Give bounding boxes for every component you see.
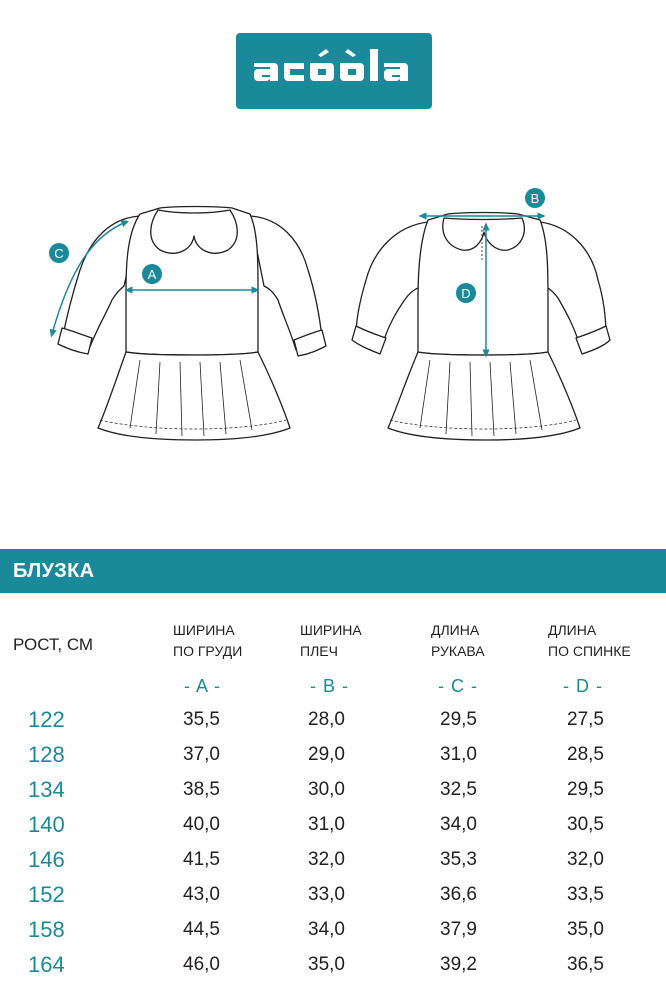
chest-width-value: 40,0 [183, 814, 220, 835]
column-header-line: ПО СПИНКЕ [548, 643, 631, 659]
height-value: 134 [28, 777, 65, 802]
column-header-line: РУКАВА [431, 643, 485, 659]
sleeve-length-value: 32,5 [440, 779, 477, 800]
shoulder-width-value: 33,0 [308, 884, 345, 905]
chest-width-value: 35,5 [183, 709, 220, 730]
table-row [0, 884, 666, 920]
table-row [0, 954, 666, 990]
back-length-value: 32,0 [567, 849, 604, 870]
svg-text:A: A [147, 267, 157, 282]
height-value: 158 [28, 917, 65, 942]
sleeve-length-value: 36,6 [440, 884, 477, 905]
table-row [0, 779, 666, 815]
chest-width-value: 46,0 [183, 954, 220, 975]
column-header-line: ДЛИНА [548, 622, 597, 638]
chest-width-value: 43,0 [183, 884, 220, 905]
table-row [0, 849, 666, 885]
brand-logo [236, 33, 432, 109]
column-letter-d: - D - [563, 676, 603, 696]
back-length-value: 29,5 [567, 779, 604, 800]
table-row [0, 709, 666, 745]
back-length-value: 27,5 [567, 709, 604, 730]
height-value: 128 [28, 742, 65, 767]
column-header-line: ПО ГРУДИ [173, 643, 243, 659]
back-length-value: 30,5 [567, 814, 604, 835]
sleeve-length-value: 37,9 [440, 919, 477, 940]
table-row [0, 919, 666, 955]
chest-width-value: 38,5 [183, 779, 220, 800]
back-length-value: 36,5 [567, 954, 604, 975]
table-row [0, 744, 666, 780]
back-length-value: 28,5 [567, 744, 604, 765]
shoulder-width-value: 28,0 [308, 709, 345, 730]
height-value: 164 [28, 952, 65, 977]
column-header-shoulders [300, 620, 362, 662]
column-letter-b: - B - [310, 676, 349, 696]
section-header-bar [0, 549, 666, 593]
height-value: 146 [28, 847, 65, 872]
height-value: 140 [28, 812, 65, 837]
height-value: 122 [28, 707, 65, 732]
column-header-line: ШИРИНА [173, 622, 235, 638]
chest-width-value: 41,5 [183, 849, 220, 870]
chest-width-value: 37,0 [183, 744, 220, 765]
svg-text:C: C [54, 246, 64, 261]
svg-text:D: D [461, 286, 471, 301]
back-view [352, 213, 610, 441]
height-value: 152 [28, 882, 65, 907]
column-header-chest [173, 620, 242, 662]
sleeve-length-value: 29,5 [440, 709, 477, 730]
shoulder-width-value: 35,0 [308, 954, 345, 975]
shoulder-width-value: 32,0 [308, 849, 345, 870]
column-header-line: ПЛЕЧ [300, 643, 338, 659]
shoulder-width-value: 31,0 [308, 814, 345, 835]
shoulder-width-value: 34,0 [308, 919, 345, 940]
back-length-value: 35,0 [567, 919, 604, 940]
column-header-back-length [548, 620, 631, 662]
blouse-technical-drawing [0, 120, 666, 540]
column-header-line: ДЛИНА [431, 622, 480, 638]
back-length-value: 33,5 [567, 884, 604, 905]
svg-text:B: B [530, 191, 540, 206]
column-header-line: ШИРИНА [300, 622, 362, 638]
column-letter-c: - C - [438, 676, 478, 696]
table-row [0, 814, 666, 850]
product-title: БЛУЗКА [13, 560, 95, 582]
logo-wordmark [236, 33, 432, 109]
column-letter-a: - A - [184, 676, 222, 696]
sleeve-length-value: 34,0 [440, 814, 477, 835]
sleeve-length-value: 31,0 [440, 744, 477, 765]
chest-width-value: 44,5 [183, 919, 220, 940]
sleeve-length-value: 39,2 [440, 954, 477, 975]
height-column-header: РОСТ, СМ [13, 635, 94, 654]
shoulder-width-value: 30,0 [308, 779, 345, 800]
column-header-sleeve [431, 620, 485, 662]
sleeve-length-value: 35,3 [440, 849, 477, 870]
shoulder-width-value: 29,0 [308, 744, 345, 765]
